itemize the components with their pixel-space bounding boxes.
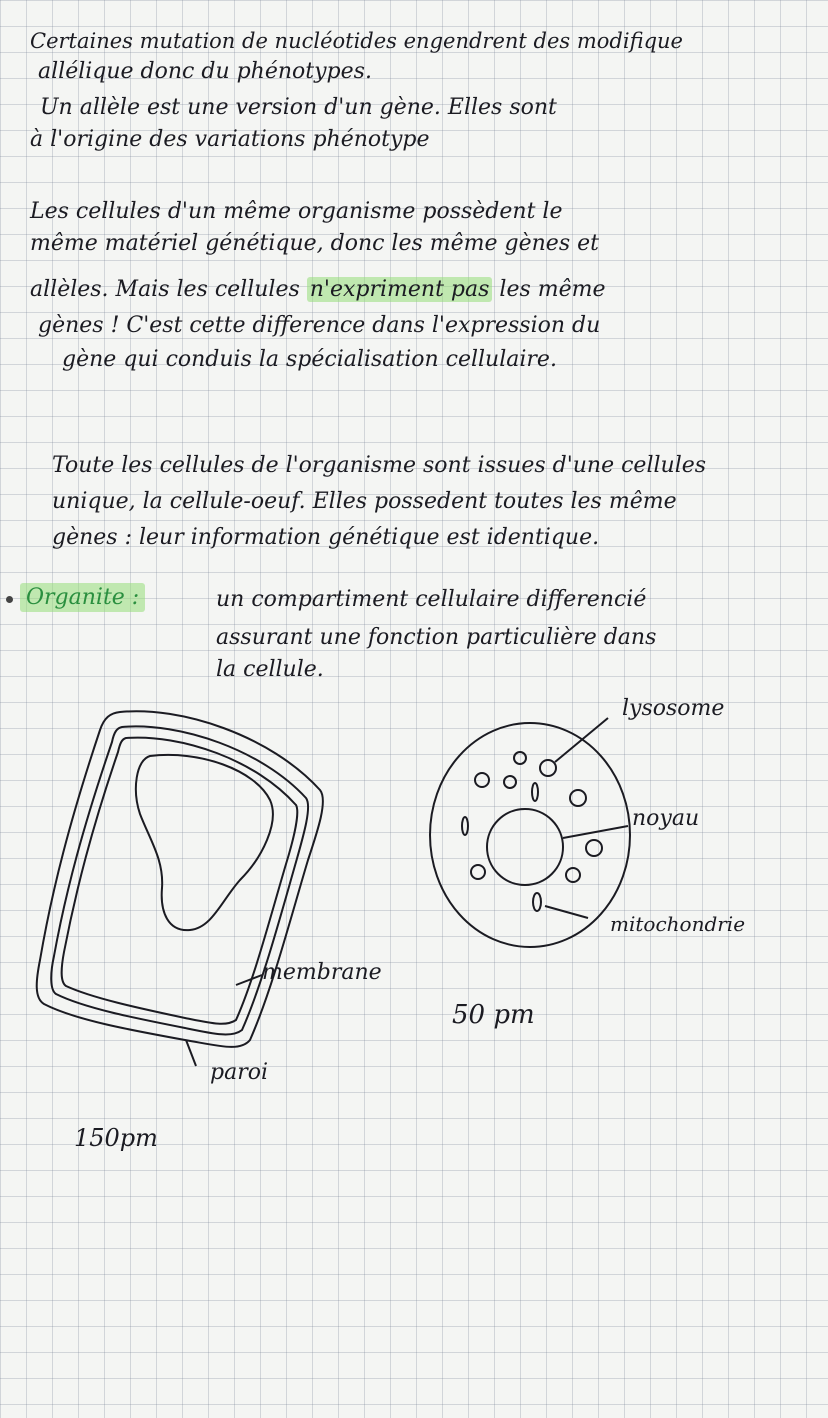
highlighted-phrase: n'expriment pas xyxy=(307,277,493,302)
lysosome-shape xyxy=(566,868,580,882)
mitochondria-shape xyxy=(532,783,538,801)
plant-cell-vacuole xyxy=(136,755,273,930)
lysosome-shape xyxy=(471,865,485,879)
text-line: Toute les cellules de l'organisme sont issues d'une cellules xyxy=(52,453,707,478)
animal-cell-membrane xyxy=(430,723,630,947)
nucleus-label: noyau xyxy=(632,806,700,831)
mitochondria-shape xyxy=(462,817,468,835)
nucleus-shape xyxy=(487,809,563,885)
wall-pointer xyxy=(186,1040,196,1066)
lysosome-shape xyxy=(570,790,586,806)
mitochondria-shape xyxy=(533,893,541,911)
lysosome-shape xyxy=(514,752,526,764)
lysosome-shape xyxy=(540,760,556,776)
plant-cell-drawing xyxy=(37,711,323,1066)
text-line: unique, la cellule-oeuf. Elles possedent toutes les même xyxy=(52,489,677,514)
membrane-pointer xyxy=(236,975,262,985)
membrane-label: membrane xyxy=(262,960,382,985)
definition-text: la cellule. xyxy=(216,657,324,682)
text-segment: les même xyxy=(492,277,606,302)
plant-scale-label: 150pm xyxy=(74,1124,158,1152)
definition-text: assurant une fonction particulière dans xyxy=(216,625,657,650)
nucleus-pointer xyxy=(563,826,628,838)
animal-scale-label: 50 pm xyxy=(452,1000,535,1030)
text-line: Certaines mutation de nucléotides engendrent des modifique xyxy=(30,29,683,53)
lysosome-shape xyxy=(475,773,489,787)
mitochondria-pointer xyxy=(545,906,588,918)
wall-label: paroi xyxy=(210,1060,268,1085)
text-line: gènes ! C'est cette difference dans l'expression du xyxy=(38,313,601,338)
animal-cell-drawing xyxy=(430,718,630,947)
lysosome-shape xyxy=(586,840,602,856)
text-line: gènes : leur information génétique est identique. xyxy=(52,525,600,550)
text-line: même matériel génétique, donc les même gènes et xyxy=(30,231,599,256)
text-line: Un allèle est une version d'un gène. Elles sont xyxy=(40,95,557,120)
text-line: allélique donc du phénotypes. xyxy=(38,59,372,84)
lysosome-shape xyxy=(504,776,516,788)
text-line: gène qui conduis la spécialisation cellulaire. xyxy=(62,347,557,372)
text-line: Les cellules d'un même organisme possèdent le xyxy=(30,199,563,224)
definition-text: un compartiment cellulaire differencié xyxy=(216,587,647,612)
text-segment: allèles. Mais les cellules xyxy=(30,277,307,302)
mitochondria-label: mitochondrie xyxy=(610,912,746,936)
text-line: à l'origine des variations phénotype xyxy=(30,127,430,152)
lysosome-label: lysosome xyxy=(622,696,725,721)
definition-term: Organite : xyxy=(20,584,145,611)
